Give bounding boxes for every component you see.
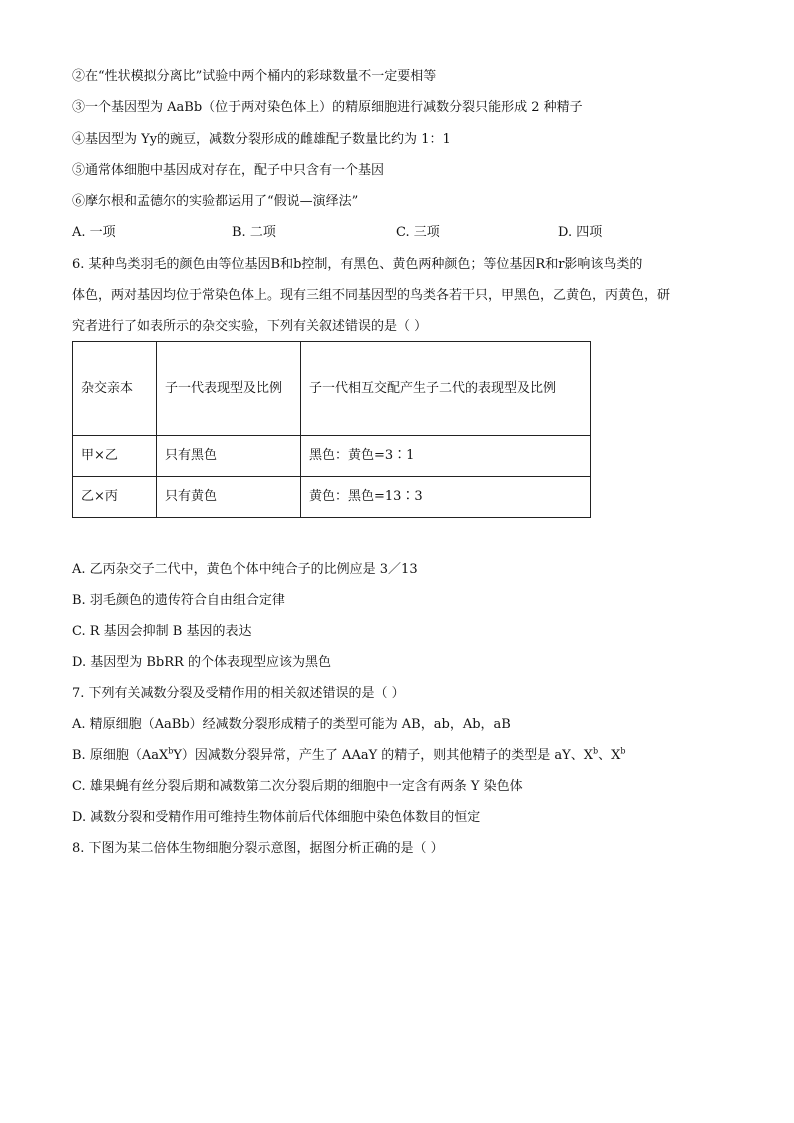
q6-stem-line-2: 体色，两对基因均位于常染色体上。现有三组不同基因型的鸟类各若干只，甲黑色，乙黄色，丙黄色，研 — [72, 288, 671, 303]
q7-option-d[interactable]: D. 减数分裂和受精作用可维持生物体前后代体细胞中染色体数目的恒定 — [72, 810, 481, 825]
superscript-b: b — [620, 746, 626, 756]
statement-3: ③一个基因型为 AaBb（位于两对染色体上）的精原细胞进行减数分裂只能形成 2 种精子 — [72, 100, 583, 115]
q5-option-c[interactable]: C. 三项 — [396, 225, 440, 240]
table-header-cell: 杂交亲本 — [73, 342, 157, 436]
table-cell: 黄色：黑色=13∶3 — [301, 477, 591, 518]
table-cell: 黑色：黄色=3∶1 — [301, 436, 591, 477]
q6-option-d[interactable]: D. 基因型为 BbRR 的个体表现型应该为黑色 — [72, 655, 331, 670]
q5-option-b[interactable]: B. 二项 — [232, 225, 276, 240]
table-header-cell: 子一代相互交配产生子二代的表现型及比例 — [301, 342, 591, 436]
q7-option-b-mid: Y）因减数分裂异常，产生了 AAaY 的精子，则其他精子的类型是 aY、X — [173, 748, 594, 763]
table-row — [73, 436, 591, 477]
q7-option-b-sep: 、X — [598, 748, 621, 763]
table-header-row — [73, 342, 591, 436]
table-row — [73, 477, 591, 518]
statement-2: ②在“性状模拟分离比”试验中两个桶内的彩球数量不一定要相等 — [72, 69, 437, 84]
q7-stem: 7. 下列有关减数分裂及受精作用的相关叙述错误的是（ ） — [72, 686, 405, 701]
table-cell: 只有黄色 — [157, 477, 301, 518]
superscript-b: b — [593, 746, 599, 756]
q8-stem: 8. 下图为某二倍体生物细胞分裂示意图，据图分析正确的是（ ） — [72, 841, 444, 856]
table-cell: 只有黑色 — [157, 436, 301, 477]
q7-option-c[interactable]: C. 雄果蝇有丝分裂后期和减数第二次分裂后期的细胞中一定含有两条 Y 染色体 — [72, 779, 523, 794]
statement-6: ⑥摩尔根和孟德尔的实验都运用了“假说—演绎法” — [72, 194, 359, 209]
q5-option-a[interactable]: A. 一项 — [72, 225, 116, 240]
table-cell: 乙×丙 — [73, 477, 157, 518]
cross-experiment-table — [72, 341, 591, 518]
q6-option-c[interactable]: C. R 基因会抑制 B 基因的表达 — [72, 624, 252, 639]
superscript-b: b — [168, 746, 174, 756]
q7-option-b[interactable] — [72, 748, 626, 764]
q6-option-b[interactable]: B. 羽毛颜色的遗传符合自由组合定律 — [72, 593, 285, 608]
table-cell: 甲×乙 — [73, 436, 157, 477]
table-header-cell: 子一代表现型及比例 — [157, 342, 301, 436]
q6-stem-line-1: 6. 某种鸟类羽毛的颜色由等位基因B和b控制，有黑色、黄色两种颜色；等位基因R和r影响该鸟类的 — [72, 257, 643, 272]
statement-5: ⑤通常体细胞中基因成对存在，配子中只含有一个基因 — [72, 163, 385, 178]
q5-option-d[interactable]: D. 四项 — [558, 225, 603, 240]
q6-option-a[interactable]: A. 乙丙杂交子二代中，黄色个体中纯合子的比例应是 3／13 — [72, 562, 418, 577]
statement-4: ④基因型为 Yy的豌豆，减数分裂形成的雌雄配子数量比约为 1：1 — [72, 132, 451, 147]
q7-option-a[interactable]: A. 精原细胞（AaBb）经减数分裂形成精子的类型可能为 AB，ab，Ab，aB — [72, 717, 511, 732]
q7-option-b-prefix: B. 原细胞（AaX — [72, 748, 169, 763]
q6-stem-line-3: 究者进行了如表所示的杂交实验，下列有关叙述错误的是（ ） — [72, 319, 428, 334]
q5-options — [72, 225, 632, 243]
